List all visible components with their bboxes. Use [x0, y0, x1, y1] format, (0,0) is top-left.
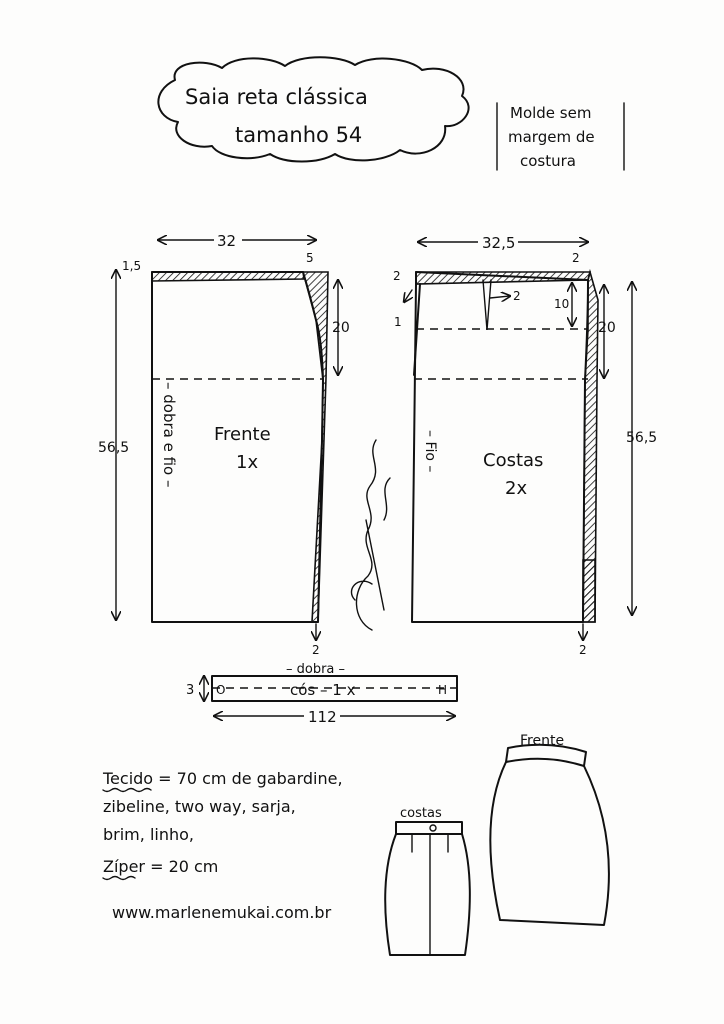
waistband-fold-label: – dobra –	[286, 662, 346, 677]
back-hem-ease-value: 2	[579, 643, 587, 657]
waistband-height-value: 3	[186, 683, 195, 698]
note-line-2: margem de	[508, 128, 595, 146]
back-grain-label: – Fio –	[422, 430, 438, 473]
front-view-label: Frente	[520, 733, 565, 749]
back-center-drop-value: 1	[394, 315, 402, 329]
title-line-1: Saia reta clássica	[185, 85, 368, 109]
signature	[351, 440, 390, 630]
back-dart-width-arrow	[490, 296, 510, 298]
front-label: Frente	[214, 424, 271, 445]
back-view-skirt	[385, 834, 470, 955]
note-line-3: costura	[520, 152, 576, 170]
zipper-line: Zíper = 20 cm	[103, 857, 219, 876]
front-waist-hatch	[152, 272, 304, 281]
front-count: 1x	[236, 452, 259, 473]
back-piece	[393, 232, 657, 657]
back-hip-depth-value: 20	[598, 320, 616, 336]
back-view-illustration	[385, 806, 470, 955]
waistband-piece	[186, 662, 457, 726]
fabric-underline	[103, 789, 151, 792]
back-height-value: 56,5	[626, 430, 658, 446]
fabric-line-2: zibeline, two way, sarja,	[103, 797, 296, 816]
front-view-skirt	[490, 762, 609, 925]
back-label: Costas	[483, 450, 544, 471]
front-fold-label: – dobra e fio –	[160, 382, 178, 488]
front-waist-ease-value: 5	[306, 251, 314, 265]
front-hem-ease-value: 2	[312, 643, 320, 657]
front-waist-raise-value: 1,5	[122, 259, 142, 273]
fabric-line-1: Tecido = 70 cm de gabardine,	[103, 769, 343, 788]
waistband-length-value: 112	[308, 708, 337, 726]
back-hem-hatch	[583, 560, 595, 622]
back-dart	[483, 280, 491, 330]
waistband-label: cós – 1 x	[290, 681, 356, 699]
back-waist-raise-value: 2	[393, 269, 401, 283]
materials-notes	[102, 769, 343, 922]
note-line-1: Molde sem	[510, 104, 592, 122]
front-width-value: 32	[217, 232, 237, 250]
fabric-line-3: brim, linho,	[103, 825, 194, 844]
front-piece	[98, 230, 350, 657]
back-view-label: costas	[400, 806, 442, 821]
waistband-buttonhole-mark: H	[438, 683, 448, 697]
front-height-value: 56,5	[98, 440, 130, 456]
front-view-illustration	[490, 733, 609, 925]
waistband-button-mark: O	[216, 683, 226, 697]
front-side-hatch	[303, 272, 328, 622]
front-hip-depth-value: 20	[332, 320, 350, 336]
back-center-drop-arrow	[404, 290, 412, 302]
title-line-2: tamanho 54	[235, 123, 363, 147]
website-url: www.marlenemukai.com.br	[112, 903, 332, 922]
zipper-underline	[103, 877, 135, 880]
back-dart-width-value: 2	[513, 289, 521, 303]
back-count: 2x	[505, 478, 528, 499]
back-width-value: 32,5	[482, 234, 516, 252]
back-dart-depth-value: 10	[554, 297, 570, 311]
back-waist-ease-value: 2	[572, 251, 580, 265]
